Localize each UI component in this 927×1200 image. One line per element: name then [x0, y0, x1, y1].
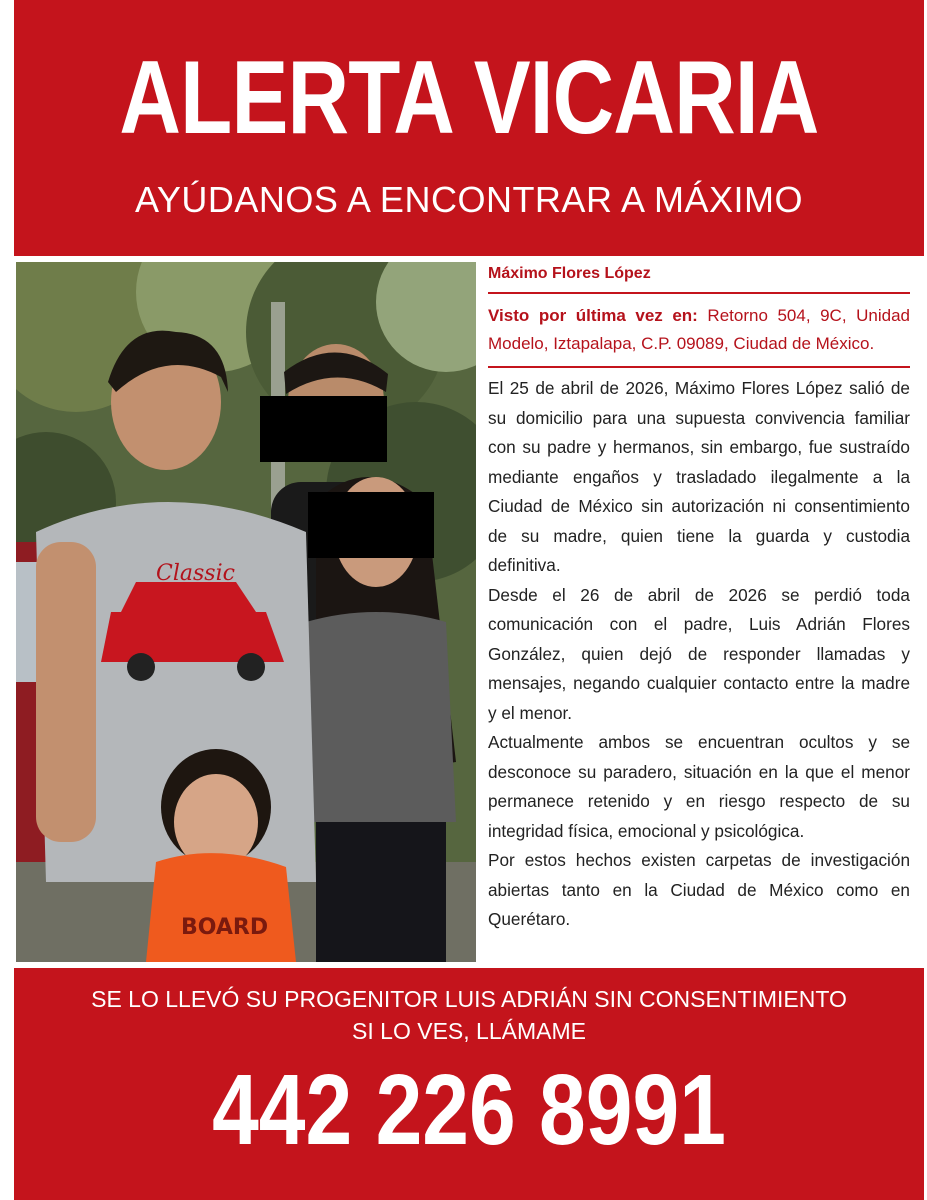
header-banner — [14, 0, 924, 256]
censor-bar — [308, 492, 434, 558]
paragraph: Desde el 26 de abril de 2026 se perdió toda comunicación con el padre, Luis Adrián Flores González, quien dejó de responder llamadas y mensajes, negando cualquier contacto entre la madre y el menor. — [488, 584, 910, 723]
last-seen-label: Visto por última vez en: — [488, 306, 698, 325]
description — [488, 368, 910, 935]
footer-message: SE LO LLEVÓ SU PROGENITOR LUIS ADRIÁN SIN CONSENTIMIENTO — [91, 986, 847, 1012]
family-photo — [16, 262, 476, 962]
poster-title: ALERTA VICARIA — [119, 40, 819, 156]
paragraph: Por estos hechos existen carpetas de investigación abiertas tanto en la Ciudad de México como en Querétaro. — [488, 850, 910, 929]
phone-number: 442 226 8991 — [212, 1054, 726, 1166]
footer-call-to-action: SI LO VES, LLÁMAME — [352, 1018, 586, 1044]
footer-banner — [14, 968, 924, 1200]
last-seen — [488, 294, 910, 368]
paragraph: El 25 de abril de 2026, Máximo Flores López salió de su domicilio para una supuesta convivencia familiar con su padre y hermanos, sin embargo, fue sustraído mediante engaños y trasladado ilegalmente a la Ciudad de México sin autorización ni consentimiento de su madre, quien tiene la guarda y custodia definitiva. — [488, 378, 910, 575]
shirt-print-text: Classic — [156, 561, 235, 586]
info-panel — [488, 262, 910, 935]
censor-bar — [260, 396, 387, 462]
last-seen-value: Retorno 504, 9C, Unidad Modelo, Iztapalapa, C.P. 09089, Ciudad de México. — [488, 306, 910, 353]
paragraph: Actualmente ambos se encuentran ocultos y se desconoce su paradero, situación en la que el menor permanece retenido y en riesgo respecto de su integridad física, emocional y psicológica. — [488, 732, 910, 841]
person-name: Máximo Flores López — [488, 262, 910, 294]
child-shirt-text: BOARD — [181, 915, 269, 940]
poster-subtitle: AYÚDANOS A ENCONTRAR A MÁXIMO — [135, 179, 803, 220]
